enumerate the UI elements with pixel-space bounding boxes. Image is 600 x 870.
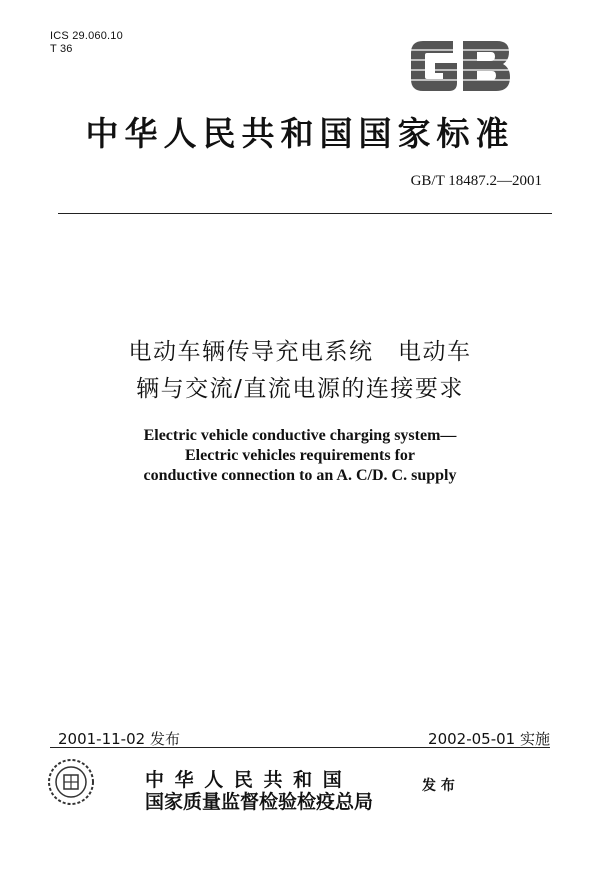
issuer-line-1: 中 华 人 民 共 和 国 (145, 769, 344, 791)
gb-logo (405, 33, 515, 99)
header-divider (58, 213, 552, 214)
english-title-line-1: Electric vehicle conductive charging system— (143, 427, 457, 444)
issuer-line-2: 国家质量监督检验检疫总局 (145, 791, 374, 813)
issue-label: 发 布 (422, 778, 455, 794)
footer-divider (50, 747, 550, 748)
standard-title: 中华人民共和国国家标准 (85, 114, 515, 153)
chinese-title-line-1: 电动车辆传导充电系统 电动车 (128, 339, 472, 365)
ics-code: ICS 29.060.10 (50, 30, 123, 42)
standard-number: GB/T 18487.2—2001 (410, 173, 542, 189)
publish-date: 2001-11-02 发布 (58, 730, 180, 748)
implement-date: 2002-05-01 实施 (428, 730, 550, 748)
english-title-line-3: conductive connection to an A. C/D. C. supply (143, 467, 457, 484)
ccs-code: T 36 (50, 43, 73, 55)
english-title-line-2: Electric vehicles requirements for (185, 447, 415, 464)
chinese-title-line-2: 辆与交流/直流电源的连接要求 (136, 376, 464, 402)
official-seal-icon (46, 757, 96, 807)
